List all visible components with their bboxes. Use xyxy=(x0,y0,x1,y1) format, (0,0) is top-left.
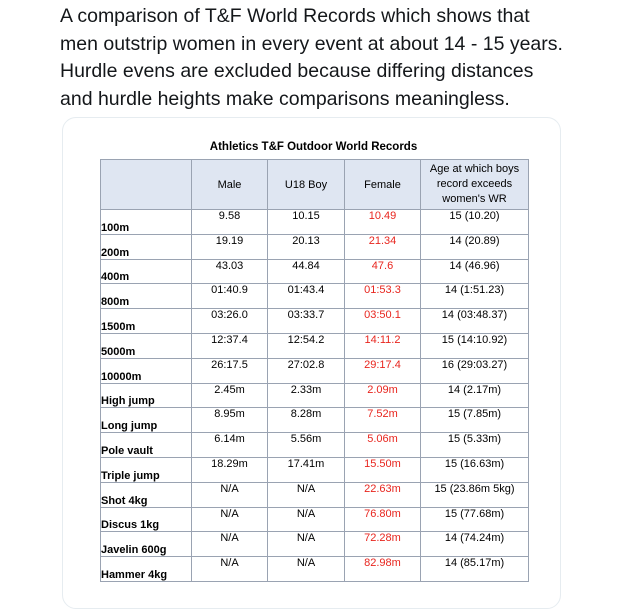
age-cell: 15 (7.85m) xyxy=(421,408,529,433)
female-cell: 01:53.3 xyxy=(345,284,421,309)
age-cell: 15 (77.68m) xyxy=(421,507,529,532)
table-row xyxy=(101,532,529,557)
header-female: Female xyxy=(345,160,421,210)
male-cell: N/A xyxy=(192,507,268,532)
age-cell: 15 (14:10.92) xyxy=(421,333,529,358)
male-cell: 8.95m xyxy=(192,408,268,433)
u18-boy-cell: 8.28m xyxy=(268,408,345,433)
age-cell: 15 (16.63m) xyxy=(421,457,529,482)
female-cell: 21.34 xyxy=(345,234,421,259)
age-cell: 14 (20.89) xyxy=(421,234,529,259)
age-cell: 14 (46.96) xyxy=(421,259,529,284)
male-cell: N/A xyxy=(192,482,268,507)
age-cell: 14 (03:48.37) xyxy=(421,309,529,334)
table-row xyxy=(101,482,529,507)
u18-boy-cell: 12:54.2 xyxy=(268,333,345,358)
male-cell: 18.29m xyxy=(192,457,268,482)
u18-boy-cell: 03:33.7 xyxy=(268,309,345,334)
female-cell: 2.09m xyxy=(345,383,421,408)
table-title: Athletics T&F Outdoor World Records xyxy=(209,141,418,153)
event-cell: Discus 1kg xyxy=(101,507,192,532)
world-records-table xyxy=(100,159,529,582)
event-cell: Hammer 4kg xyxy=(101,557,192,582)
table-row xyxy=(101,333,529,358)
female-cell: 15.50m xyxy=(345,457,421,482)
female-cell: 76.80m xyxy=(345,507,421,532)
age-cell: 15 (23.86m 5kg) xyxy=(421,482,529,507)
female-cell: 03:50.1 xyxy=(345,309,421,334)
event-cell: 5000m xyxy=(101,333,192,358)
male-cell: 2.45m xyxy=(192,383,268,408)
header-male: Male xyxy=(192,160,268,210)
table-row xyxy=(101,557,529,582)
female-cell: 5.06m xyxy=(345,433,421,458)
table-row xyxy=(101,507,529,532)
table-row xyxy=(101,408,529,433)
male-cell: 03:26.0 xyxy=(192,309,268,334)
table-row xyxy=(101,210,529,235)
female-cell: 82.98m xyxy=(345,557,421,582)
male-cell: 43.03 xyxy=(192,259,268,284)
header-u18-boy: U18 Boy xyxy=(268,160,345,210)
female-cell: 29:17.4 xyxy=(345,358,421,383)
event-cell: Triple jump xyxy=(101,457,192,482)
table-row xyxy=(101,284,529,309)
age-cell: 14 (2.17m) xyxy=(421,383,529,408)
event-cell: Javelin 600g xyxy=(101,532,192,557)
male-cell: 9.58 xyxy=(192,210,268,235)
table-row xyxy=(101,259,529,284)
header-event xyxy=(101,160,192,210)
male-cell: N/A xyxy=(192,532,268,557)
female-cell: 72.28m xyxy=(345,532,421,557)
event-cell: 200m xyxy=(101,234,192,259)
age-cell: 15 (5.33m) xyxy=(421,433,529,458)
table-row xyxy=(101,433,529,458)
event-cell: Long jump xyxy=(101,408,192,433)
table-row xyxy=(101,383,529,408)
age-cell: 16 (29:03.27) xyxy=(421,358,529,383)
male-cell: 12:37.4 xyxy=(192,333,268,358)
event-cell: Shot 4kg xyxy=(101,482,192,507)
age-cell: 14 (1:51.23) xyxy=(421,284,529,309)
male-cell: N/A xyxy=(192,557,268,582)
age-cell: 14 (74.24m) xyxy=(421,532,529,557)
male-cell: 01:40.9 xyxy=(192,284,268,309)
age-cell: 14 (85.17m) xyxy=(421,557,529,582)
event-cell: 800m xyxy=(101,284,192,309)
female-cell: 22.63m xyxy=(345,482,421,507)
tweet-text: A comparison of T&F World Records which shows that men outstrip women in every event at about 14 - 15 years. Hurdle evens are excluded because differing distances and hurdle heights make comparisons meaningless. xyxy=(60,5,563,110)
event-cell: High jump xyxy=(101,383,192,408)
female-cell: 10.49 xyxy=(345,210,421,235)
u18-boy-cell: 10.15 xyxy=(268,210,345,235)
event-cell: 1500m xyxy=(101,309,192,334)
u18-boy-cell: N/A xyxy=(268,507,345,532)
male-cell: 6.14m xyxy=(192,433,268,458)
u18-boy-cell: N/A xyxy=(268,482,345,507)
header-row xyxy=(101,160,529,210)
u18-boy-cell: 27:02.8 xyxy=(268,358,345,383)
event-cell: Pole vault xyxy=(101,433,192,458)
table-row xyxy=(101,457,529,482)
header-age: Age at which boys record exceeds women's WR xyxy=(421,160,529,210)
u18-boy-cell: 17.41m xyxy=(268,457,345,482)
u18-boy-cell: 2.33m xyxy=(268,383,345,408)
u18-boy-cell: 5.56m xyxy=(268,433,345,458)
table-row xyxy=(101,234,529,259)
table-row xyxy=(101,309,529,334)
male-cell: 26:17.5 xyxy=(192,358,268,383)
table-row xyxy=(101,358,529,383)
male-cell: 19.19 xyxy=(192,234,268,259)
u18-boy-cell: N/A xyxy=(268,557,345,582)
age-cell: 15 (10.20) xyxy=(421,210,529,235)
event-cell: 100m xyxy=(101,210,192,235)
event-cell: 10000m xyxy=(101,358,192,383)
female-cell: 14:11.2 xyxy=(345,333,421,358)
event-cell: 400m xyxy=(101,259,192,284)
u18-boy-cell: 01:43.4 xyxy=(268,284,345,309)
u18-boy-cell: 44.84 xyxy=(268,259,345,284)
u18-boy-cell: 20.13 xyxy=(268,234,345,259)
female-cell: 7.52m xyxy=(345,408,421,433)
u18-boy-cell: N/A xyxy=(268,532,345,557)
female-cell: 47.6 xyxy=(345,259,421,284)
